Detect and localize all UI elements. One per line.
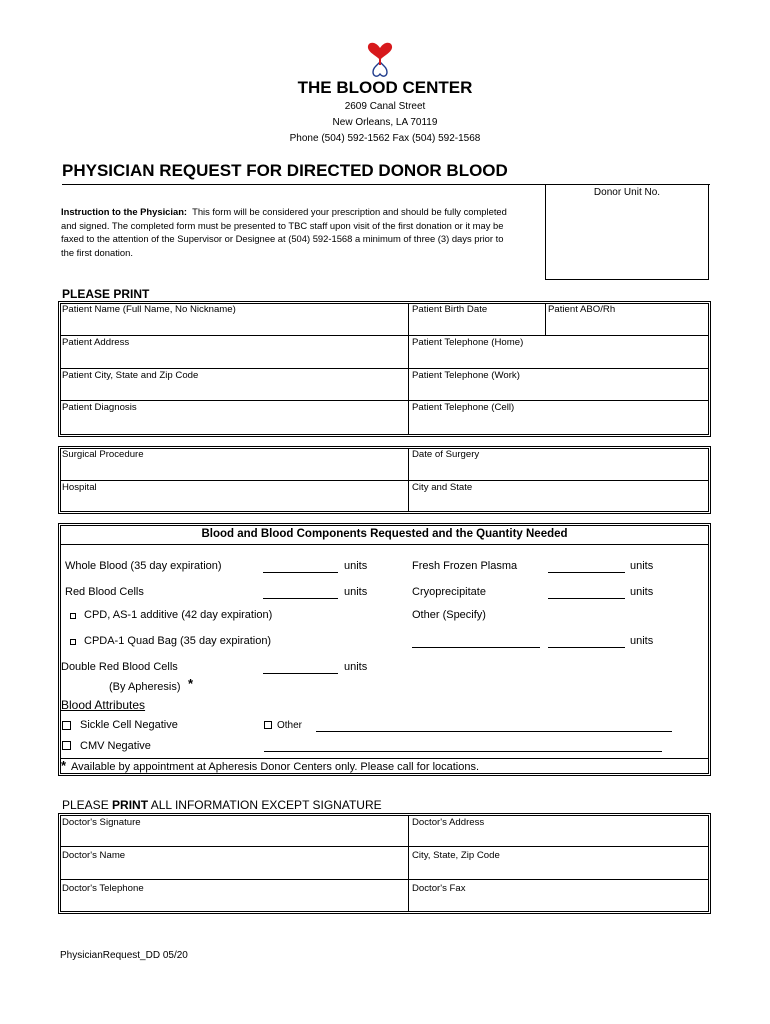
cryo-units: units (630, 586, 654, 598)
other-specify-label: Other (Specify) (412, 609, 486, 621)
patient-tel-work-field[interactable]: Patient Telephone (Work) (412, 370, 520, 381)
doctor-name-field[interactable]: Doctor's Name (62, 850, 126, 861)
doctor-telephone-field[interactable]: Doctor's Telephone (62, 883, 144, 894)
patient-address-field[interactable]: Patient Address (62, 337, 130, 348)
apheresis-note: Available by appointment at Apheresis Donor Centers only. Please call for locations. (71, 761, 480, 773)
form-title: PHYSICIAN REQUEST FOR DIRECTED DONOR BLOOD (62, 161, 508, 180)
instructions-line-4: the first donation. (61, 246, 133, 258)
form-version-footer: PhysicianRequest_DD 05/20 (60, 950, 188, 961)
date-of-surgery-field[interactable]: Date of Surgery (412, 449, 480, 460)
patient-divider-h2 (60, 368, 709, 369)
patient-diagnosis-field[interactable]: Patient Diagnosis (62, 402, 137, 413)
hospital-field[interactable]: Hospital (62, 482, 97, 493)
cpd-label: CPD, AS-1 additive (42 day expiration) (84, 609, 273, 621)
other-attr-checkbox[interactable] (264, 721, 272, 729)
ffp-units: units (630, 560, 654, 572)
patient-tel-home-field[interactable]: Patient Telephone (Home) (412, 337, 524, 348)
red-cells-label: Red Blood Cells (65, 586, 144, 598)
doctor-divider-h2 (60, 879, 709, 880)
other-specify-units: units (630, 635, 654, 647)
patient-name-field[interactable]: Patient Name (Full Name, No Nickname) (62, 304, 236, 315)
instructions-line-2: and signed. The completed form must be presented to TBC staff upon visit of the first donation or it may be (61, 219, 504, 231)
components-note-rule (60, 758, 709, 759)
donor-unit-box[interactable] (545, 184, 709, 280)
sickle-checkbox[interactable] (62, 721, 71, 730)
blood-attributes-heading: Blood Attributes (61, 698, 146, 712)
patient-city-field[interactable]: Patient City, State and Zip Code (62, 370, 199, 381)
other-specify-qty[interactable] (548, 647, 625, 648)
double-red-units: units (344, 661, 368, 673)
ffp-qty[interactable] (548, 572, 625, 573)
components-title-rule (60, 544, 709, 545)
red-cells-units: units (344, 586, 368, 598)
doctor-signature-field[interactable]: Doctor's Signature (62, 817, 141, 828)
ffp-label: Fresh Frozen Plasma (412, 560, 518, 572)
cpda-label: CPDA-1 Quad Bag (35 day expiration) (84, 635, 272, 647)
cpd-checkbox[interactable] (70, 613, 76, 619)
doctor-heading-bold: PRINT (112, 798, 149, 812)
doctor-heading-post: ALL INFORMATION EXCEPT SIGNATURE (148, 798, 382, 812)
sickle-label: Sickle Cell Negative (80, 719, 178, 731)
surgical-procedure-field[interactable]: Surgical Procedure (62, 449, 144, 460)
org-name: THE BLOOD CENTER (297, 78, 473, 97)
please-print-label: PLEASE PRINT (62, 287, 150, 301)
components-title: Blood and Blood Components Requested and the Quantity Needed (201, 528, 568, 540)
other-attr-line-2[interactable] (264, 751, 662, 752)
other-attr-line[interactable] (316, 731, 672, 732)
address-line-1: 2609 Canal Street (344, 101, 426, 112)
cmv-label: CMV Negative (80, 740, 151, 752)
patient-divider-h1 (60, 335, 709, 336)
phone-line: Phone (504) 592-1562 Fax (504) 592-1568 (289, 133, 481, 144)
doctor-city-field[interactable]: City, State, Zip Code (412, 850, 500, 861)
blood-center-logo (365, 38, 395, 80)
patient-abo-rh-field[interactable]: Patient ABO/Rh (548, 304, 616, 315)
instructions (61, 205, 547, 259)
apheresis-asterisk: * (188, 676, 194, 691)
double-red-qty[interactable] (263, 673, 338, 674)
doctor-info-box (58, 813, 711, 914)
doctor-divider-h1 (60, 846, 709, 847)
doctor-address-field[interactable]: Doctor's Address (412, 817, 485, 828)
whole-blood-label: Whole Blood (35 day expiration) (65, 560, 222, 572)
whole-blood-units: units (344, 560, 368, 572)
patient-divider-v2 (545, 303, 546, 335)
surgery-divider-h (60, 480, 709, 481)
patient-info-box (58, 301, 711, 437)
patient-birth-date-field[interactable]: Patient Birth Date (412, 304, 488, 315)
doctor-heading-pre: PLEASE (62, 798, 113, 812)
red-cells-qty[interactable] (263, 598, 338, 599)
instructions-line-3: faxed to the attention of the Supervisor or Designee at (504) 592-1568 a minimum of three (3) days prior to (61, 233, 504, 244)
hospital-city-state-field[interactable]: City and State (412, 482, 473, 493)
patient-divider-v (408, 303, 409, 435)
double-red-label: Double Red Blood Cells (61, 661, 178, 673)
doctor-heading (62, 798, 382, 812)
note-asterisk: * (61, 758, 67, 773)
instructions-heading: Instruction to the Physician: (61, 206, 188, 217)
cpda-checkbox[interactable] (70, 639, 76, 645)
cmv-checkbox[interactable] (62, 741, 71, 750)
other-specify-name[interactable] (412, 647, 540, 648)
doctor-fax-field[interactable]: Doctor's Fax (412, 883, 466, 894)
patient-tel-cell-field[interactable]: Patient Telephone (Cell) (412, 402, 515, 413)
cryo-label: Cryoprecipitate (412, 586, 486, 598)
other-attr-label: Other (277, 720, 303, 731)
instructions-line-1: This form will be considered your prescription and should be fully completed (192, 206, 507, 217)
apheresis-label: (By Apheresis) (109, 681, 181, 693)
whole-blood-qty[interactable] (263, 572, 338, 573)
patient-divider-h3 (60, 400, 709, 401)
cryo-qty[interactable] (548, 598, 625, 599)
donor-unit-label: Donor Unit No. (593, 187, 661, 198)
doctor-divider-v (408, 815, 409, 912)
address-line-2: New Orleans, LA 70119 (332, 117, 438, 128)
